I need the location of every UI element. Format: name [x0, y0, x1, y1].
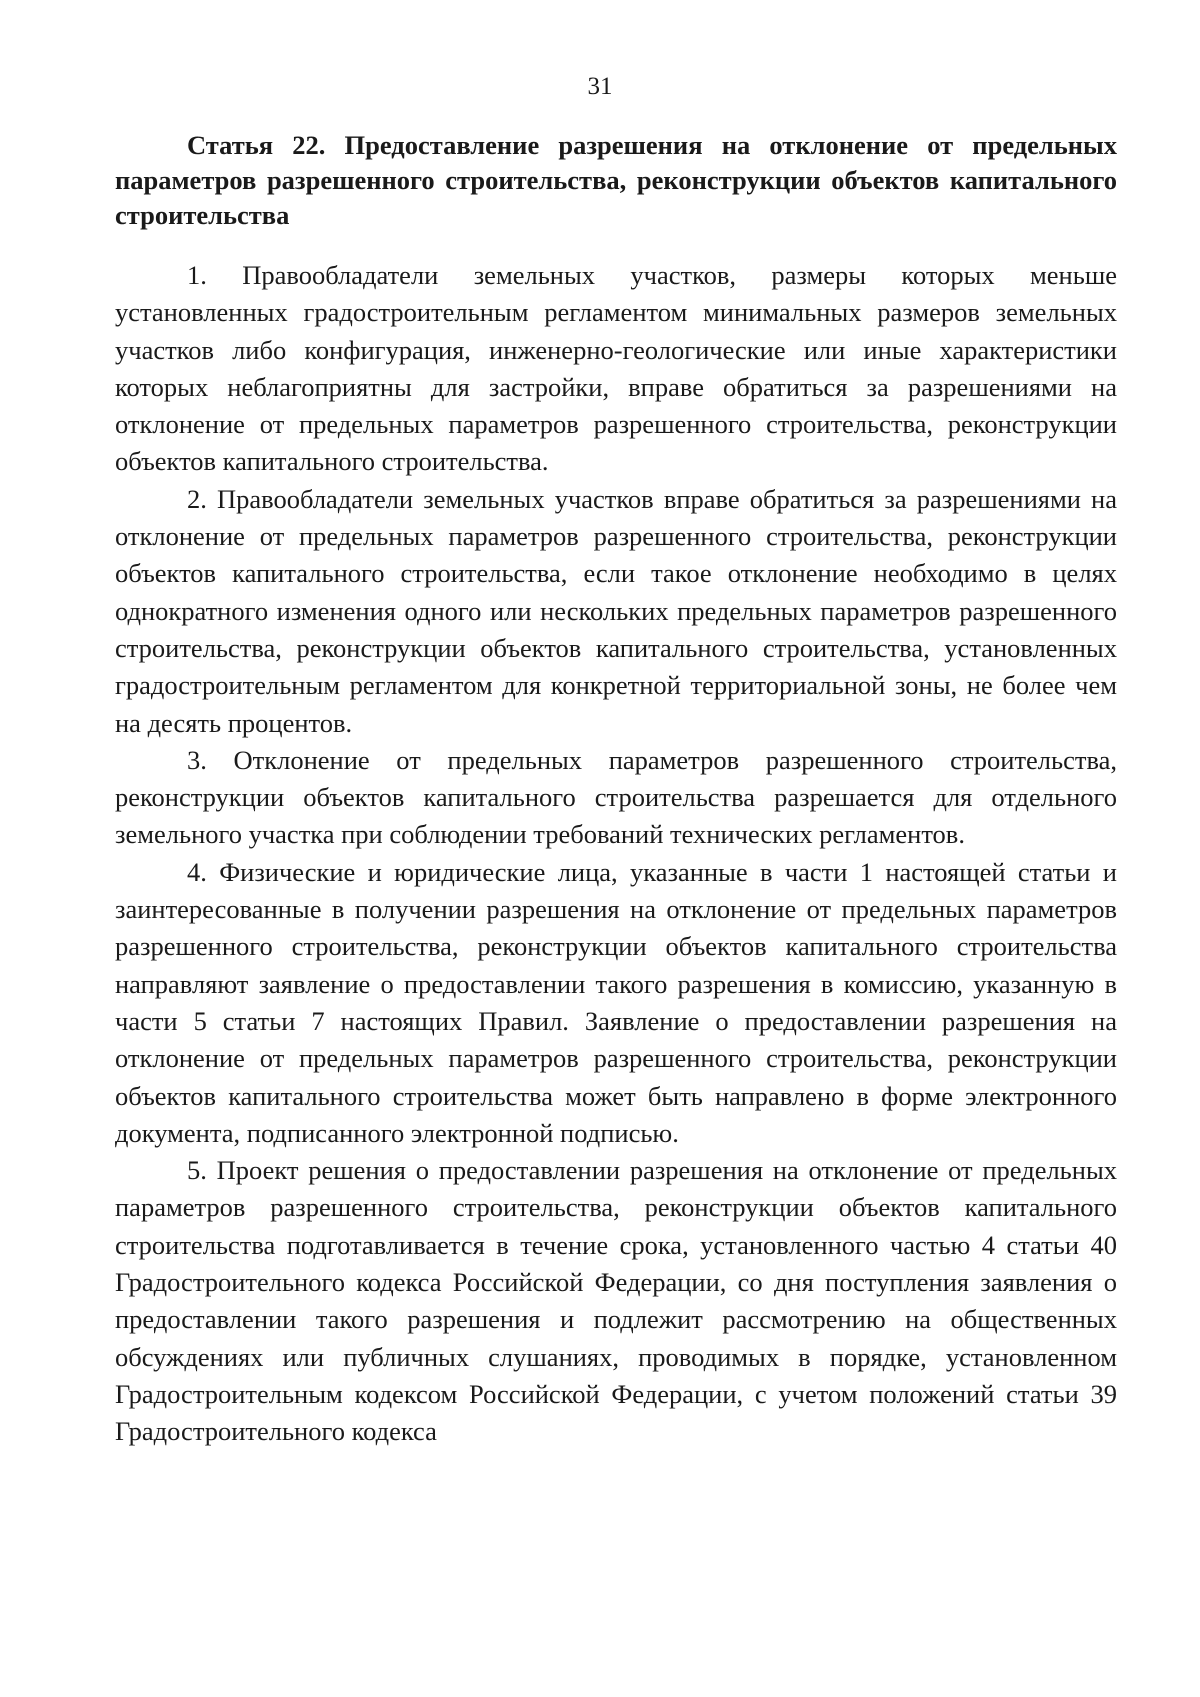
page-number: 31 [587, 73, 613, 100]
paragraph-5: 5. Проект решения о предоставлении разрешения на отклонение от предельных параметров разрешенного строительства, реконструкции объектов капитального строительства подготавливается в течение срока, установленного частью 4 статьи 40 Градостроительного кодекса Российской Федерации, со дня поступления заявления о предоставлении такого разрешения и подлежит рассмотрению на общественных обсуждениях или публичных слушаниях, проводимых в порядке, установленном Градостроительным кодексом Российской Федерации, с учетом положений статьи 39 Градостроительного кодекса [115, 1155, 1117, 1447]
article-heading: Статья 22. Предоставление разрешения на отклонение от предельных параметров разрешенного строительства, реконструкции объектов капитального строительства [115, 130, 1117, 230]
paragraph-2: 2. Правообладатели земельных участков вправе обратиться за разрешениями на отклонение от предельных параметров разрешенного строительства, реконструкции объектов капитального строительства, если такое отклонение необходимо в целях однократного изменения одного или нескольких предельных параметров разрешенного строительства, реконструкции объектов капитального строительства, установленных градостроительным регламентом для конкретной территориальной зоны, не более чем на десять процентов. [115, 483, 1117, 738]
paragraph-1: 1. Правообладатели земельных участков, размеры которых меньше установленных градостроительным регламентом минимальных размеров земельных участков либо конфигурация, инженерно-геологические или иные характеристики которых неблагоприятны для застройки, вправе обратиться за разрешениями на отклонение от предельных параметров разрешенного строительства, реконструкции объектов капитального строительства. [115, 260, 1117, 477]
article-body [115, 257, 1117, 1451]
paragraph-3: 3. Отклонение от предельных параметров разрешенного строительства, реконструкции объектов капитального строительства разрешается для отдельного земельного участка при соблюдении требований технических регламентов. [115, 744, 1117, 850]
paragraph-4: 4. Физические и юридические лица, указанные в части 1 настоящей статьи и заинтересованные в получении разрешения на отклонение от предельных параметров разрешенного строительства, реконструкции объектов капитального строительства направляют заявление о предоставлении такого разрешения в комиссию, указанную в части 5 статьи 7 настоящих Правил. Заявление о предоставлении разрешения на отклонение от предельных параметров разрешенного строительства, реконструкции объектов капитального строительства может быть направлено в форме электронного документа, подписанного электронной подписью. [115, 856, 1117, 1148]
